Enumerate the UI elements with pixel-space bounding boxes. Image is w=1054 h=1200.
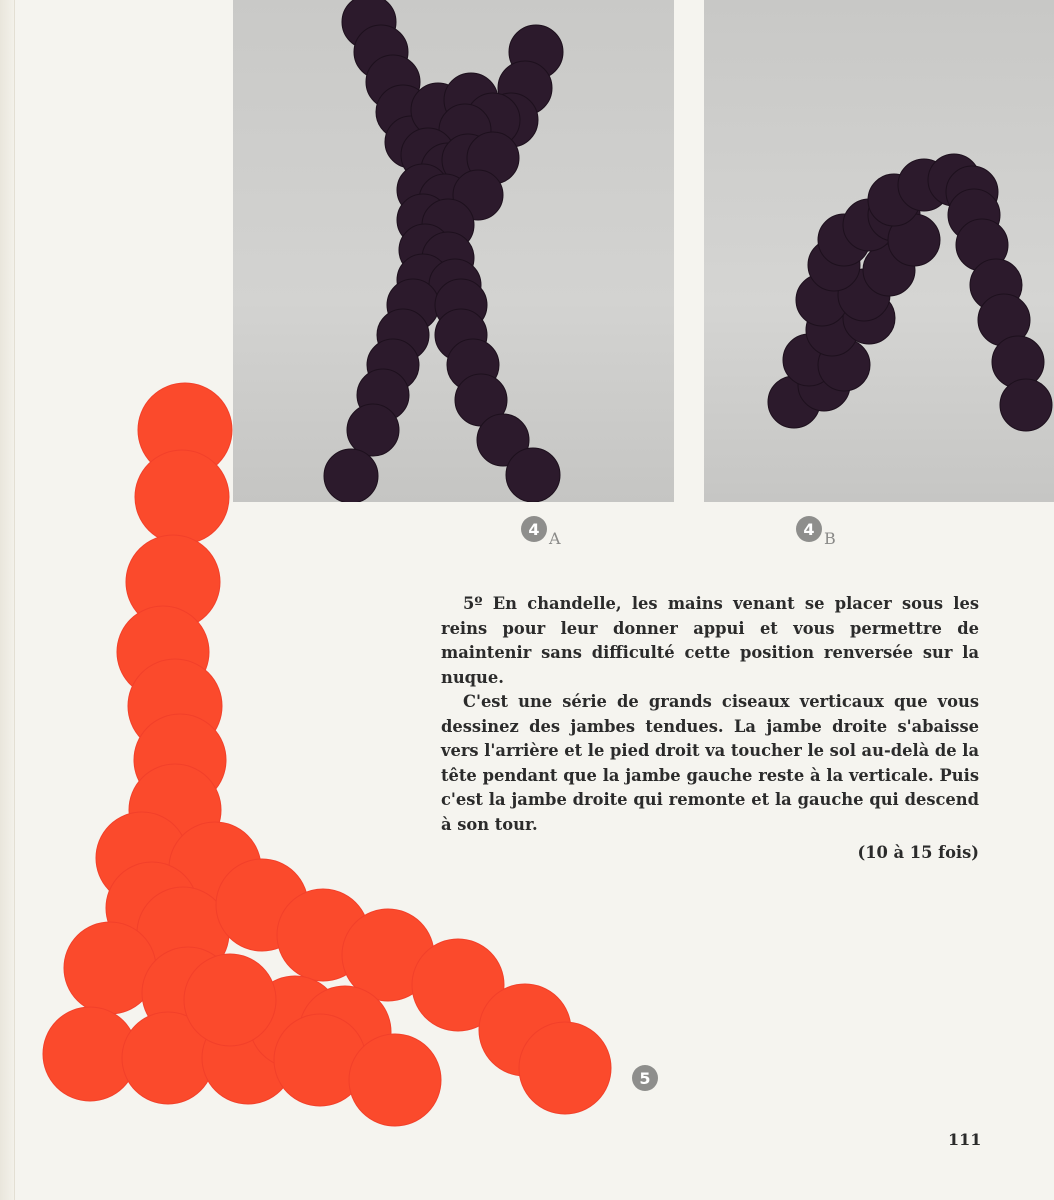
disc <box>519 1022 611 1114</box>
figure-number-badge: 4 <box>796 516 822 542</box>
disc <box>349 1034 441 1126</box>
disc <box>184 954 276 1046</box>
figure-label-4b <box>796 516 836 548</box>
figure-letter: A <box>549 529 561 548</box>
figure-number-badge: 4 <box>521 516 547 542</box>
paragraph-exercise-intro: 5º En chandelle, les mains venant se placer sous les reins pour leur donner appui et vous permettre de maintenir sans difficulté cette position renversée sur la nuque. <box>441 594 979 687</box>
figure-number-badge: 5 <box>632 1065 658 1091</box>
paragraph-exercise-description: C'est une série de grands ciseaux verticaux que vous dessinez des jambes tendues. La jambe droite s'abaisse vers l'arrière et le pied droit va toucher le sol au-delà de la tête pendant que la jambe gauche reste à la verticale. Puis c'est la jambe droite qui remonte et la gauche qui descend à son tour. <box>441 692 979 834</box>
repetitions-count: (10 à 15 fois) <box>857 843 979 862</box>
page-number: 111 <box>948 1130 982 1149</box>
disc <box>135 450 229 544</box>
figure-label-4a <box>521 516 561 548</box>
figure-label-5 <box>632 1065 658 1091</box>
figure-letter: B <box>824 529 836 548</box>
exercise-text <box>441 592 979 866</box>
